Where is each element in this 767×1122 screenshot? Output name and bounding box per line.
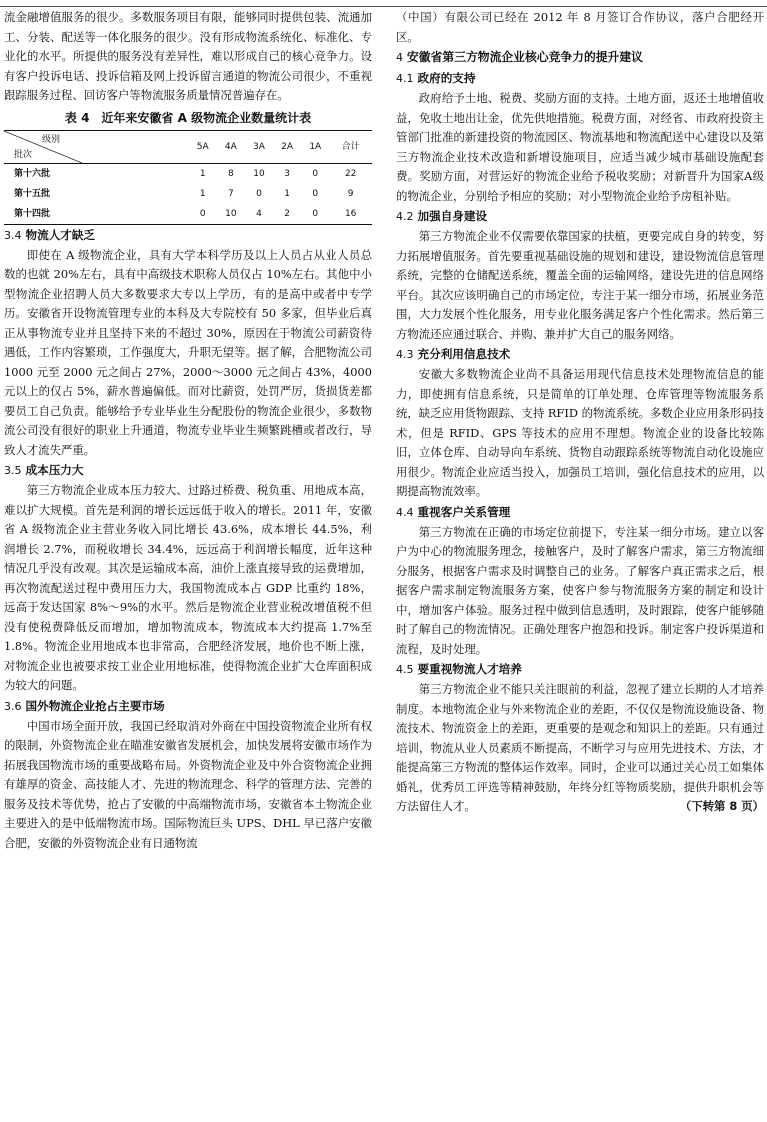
section-heading-4-3	[396, 344, 764, 365]
section-number: 3.4	[4, 228, 22, 242]
section-heading-3-4	[4, 225, 372, 246]
section-title: 要重视物流人才培养	[417, 662, 522, 676]
cell: 22	[344, 168, 357, 179]
table-title: 表 4 近年来安徽省 A 级物流企业数量统计表	[64, 110, 312, 125]
section-title: 政府的支持	[417, 71, 476, 85]
section-title: 物流人才缺乏	[25, 227, 96, 242]
corner-batch-label: 批次	[14, 149, 33, 160]
col-header: 2A	[281, 141, 294, 152]
section-body-4-1: 政府给予土地、税费、奖励方面的支持。土地方面，返还土地增值收益，免收土地出让金，优先供地措施。税费方面，对经省、市政府投资主管部门批准的新建投资的物流园区、物流基地和物流配送中心建设以及第三方物流企业技术改造和新增设施项目，应适当减少城市基础设施配套费。奖励方面，对营运好的物流企业给予税收奖励；对新晋升为国家A级的物流企业，分别给予相应的奖励；对小型物流企业给予房租补贴。	[396, 91, 764, 203]
section-title: 成本压力大	[25, 463, 84, 477]
section-heading-4-2	[396, 206, 764, 227]
cell: 0	[312, 168, 319, 179]
cell: 0	[256, 188, 262, 199]
continued-on-page-note: （下转第 8 页）	[679, 799, 764, 813]
cell: 0	[199, 208, 206, 219]
a-level-enterprise-table	[4, 130, 372, 225]
col-header: 4A	[224, 141, 237, 152]
right-column	[396, 8, 764, 817]
section-heading-4-5	[396, 659, 764, 680]
section-body-4-3: 安徽大多数物流企业尚不具备运用现代信息技术处理物流信息的能力，即使拥有信息系统，只是简单的订单处理、仓库管理等物流服务系统，缺乏应用货物跟踪、支持 RFID 的物流系统。多数企业应用条形码技术，但是 RFID、GPS 等技术的应用不理想。物流企业的设备比较陈旧，立体仓库、自动导向车系统、货物自动跟踪系统等物流自动化设施应用很少。物流企业应适当投入，加强员工培训，强化信息技术的应用，以期提高物流效率。	[396, 367, 764, 498]
col-header: 3A	[253, 141, 265, 152]
section-number: 3.5	[4, 464, 22, 477]
section-title: 充分利用信息技术	[417, 347, 511, 361]
table-row	[4, 204, 372, 225]
section-title: 加强自身建设	[417, 209, 488, 223]
row-batch: 第十四批	[14, 208, 51, 219]
cell: 2	[284, 208, 290, 219]
continued-paragraph: （中国）有限公司已经在 2012 年 8 月签订合作协议，落户合肥经开区。	[396, 10, 764, 44]
cell: 0	[312, 208, 319, 219]
section-number: 4.2	[396, 210, 414, 223]
cell: 8	[227, 168, 234, 179]
cell: 4	[256, 208, 262, 219]
section-heading-4	[396, 47, 764, 68]
section-number: 4.3	[396, 348, 414, 361]
section-heading-3-5	[4, 460, 372, 481]
row-batch: 第十五批	[14, 188, 51, 199]
section-body-3-5: 第三方物流企业成本压力较大、过路过桥费、税负重、用地成本高，难以扩大规模。首先是利润的增长远远低于收入的增长。2011 年，安徽省 A 级物流企业主营业务收入同比增长 43.6%，成本增长 44.5%，利润增长 2.7%，而税收增长 34.4%，远远高于利润增长幅度，近年这种情况几乎没有改观。其次是运输成本高，油价上涨直接导致的运费增加，再次物流配送过程中费用压力大，我国物流成本占 GDP 比重约 18%，远高于发达国家 8%～9%的水平。然后是物流企业营业税改增值税不但没有使税费降低反而增加，增加物流成本，物流成本大约提高 1.7%至 1.8%。物流企业用地成本也非常高，合肥经济发展，地价也不断上涨，对物流企业也被要求按工业企业用地标准，使得物流企业扩大仓库面积成为较大的问题。	[4, 483, 372, 692]
section-number: 3.6	[4, 699, 22, 713]
section-number: 4.5	[396, 663, 414, 676]
section-heading-3-6	[4, 696, 372, 717]
section-title: 国外物流企业抢占主要市场	[25, 698, 165, 713]
left-column	[4, 8, 372, 853]
cell: 1	[199, 168, 206, 179]
cell: 10	[253, 168, 265, 179]
corner-level-label: 级别	[41, 134, 60, 145]
section-body-3-4: 即使在 A 级物流企业，具有大学本科学历及以上人员占从业人员总数的也就 20%左右，具有中高级技术职称人员仅占 10%左右。其他中小型物流企业招聘人员大多数要求大专以上学历，有的是高中或者中专学历。安徽省开设物流管理专业的本科及大专院校有 50 多家，但毕业后真正从事物流专业并且坚持下来的不超过 30%，原因在于物流公司薪资待遇低，工作内容繁琐，工作强度大，升职无望等。据了解，合肥物流公司 1000 元至 2000 元之间占 27%，2000～3000 元之间占 43%，4000 元以上的仅占 5%，薪水普遍偏低。而对比薪资，处罚严厉，货损货差都要员工自己负责。能够给予专业毕业生分配股份的物流企业很少，多数物流公司没有很好的职业上升通道，物流专业毕业生频繁跳槽或者改行，导致人才流失严重。	[4, 247, 372, 457]
col-header: 1A	[309, 141, 322, 152]
cell: 3	[284, 168, 290, 179]
cell: 9	[347, 188, 354, 199]
section-title: 安徽省第三方物流企业核心竞争力的提升建议	[407, 50, 643, 64]
cell: 1	[284, 188, 290, 199]
section-number: 4.4	[396, 505, 414, 519]
col-header: 合计	[341, 141, 360, 152]
cell: 16	[344, 208, 357, 219]
section-number: 4	[396, 51, 403, 64]
table-row	[4, 163, 372, 184]
cell: 0	[312, 188, 319, 199]
intro-paragraph: 流金融增值服务的很少。多数服务项目有限，能够同时提供包装、流通加工、分装、配送等一体化服务的很少。没有形成物流系统化、标准化、专业化的水平。所提供的服务没有差异性，难以形成自己的核心竞争力。设有客户投诉电话、投诉信箱及网上投诉留言通道的物流公司很少，不重视跟踪服务过程、回访客户等物流服务质量情况普遍存在。	[4, 10, 372, 102]
row-batch: 第十六批	[14, 168, 51, 179]
table-corner-cell	[4, 130, 189, 163]
section-heading-4-1	[396, 68, 764, 89]
col-header: 5A	[196, 141, 209, 152]
section-body-text: 第三方物流企业不能只关注眼前的利益，忽视了建立长期的人才培养制度。本地物流企业与外来物流企业的差距，不仅仅是物流设施设备、物流技术、物流资金上的差距，更重要的是观念和知识上的差距。只有通过培训，物流从业人员素质不断提高，不断学习与应用先进技术、方法，才能提高第三方物流的整体运作效率。同时，企业可以通过关心员工如集体婚礼，优秀员工评选等精神鼓励，年终分红等物质奖励，提供升职机会等方法留住人才。	[396, 682, 764, 813]
section-body-4-5	[396, 680, 764, 817]
section-body-4-2: 第三方物流企业不仅需要依靠国家的扶植，更要完成自身的转变，努力拓展增值服务。首先要重视基础设施的规划和建设，建设物流信息管理系统，完整的仓储配送系统，覆盖全面的运输网络，建设先进的信息网络平台。其次应该明确自己的市场定位，专注于某一细分市场，拓展业务范围，大力发展个性化服务，用专业化服务满足客户个性化需求。然后第三方物流还应通过联合、并购、兼并扩大自己的服务网络。	[396, 229, 764, 341]
header-rule	[0, 0, 767, 7]
section-body-3-6: 中国市场全面开放，我国已经取消对外商在中国投资物流企业所有权的限制，外资物流企业在瞄准安徽省发展机会，加快发展将安徽市场作为拓展我国物流市场的重要战略布局。外资物流企业及中外合资物流企业拥有雄厚的资金、高技能人才、先进的物流理念、科学的管理方法、完善的服务及技术等优势，抢占了安徽的中高端物流市场，安徽省本土物流企业主要进入的是中低端物流市场。国际物流巨头 UPS、DHL 早已落户安徽合肥，安徽的外资物流企业有日通物流	[4, 718, 372, 850]
section-heading-4-4	[396, 502, 764, 523]
cell: 7	[227, 188, 234, 199]
cell: 1	[199, 188, 206, 199]
section-number: 4.1	[396, 72, 414, 85]
cell: 10	[225, 208, 237, 219]
table-row	[4, 184, 372, 204]
section-title: 重视客户关系管理	[417, 504, 511, 519]
section-body-4-4: 第三方物流在正确的市场定位前提下，专注某一细分市场。建立以客户为中心的物流服务理念，接触客户，及时了解客户需求，第三方物流细分服务，根据客户需求及时调整自己的业务。了解客户真正需求之后，根据客户需求制定物流服务方案，使客户参与物流服务方案的制定和设计中，增加客户体验。服务过程中做到信息透明，及时跟踪，使客户能够随时了解自己的物流情况。正确处理客户抱怨和投诉。制定客户投诉渠道和流程，及时处理。	[396, 524, 764, 656]
